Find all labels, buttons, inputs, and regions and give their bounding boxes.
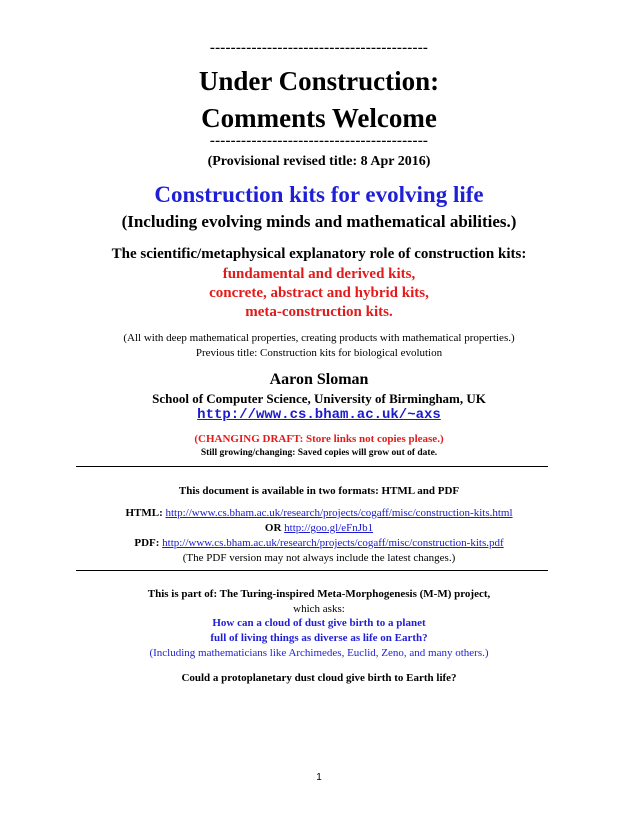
- author-homepage-link[interactable]: http://www.cs.bham.ac.uk/~axs: [197, 407, 441, 423]
- html-link[interactable]: http://www.cs.bham.ac.uk/research/projects/cogaff/misc/construction-kits.html: [165, 507, 513, 519]
- project-closing-question: Could a protoplanetary dust cloud give birth to Earth life?: [181, 672, 457, 684]
- or-label: OR: [264, 522, 282, 534]
- html-label: HTML:: [125, 507, 163, 519]
- math-properties-note: (All with deep mathematical properties, creating products with mathematical properties.): [123, 332, 515, 344]
- author-affiliation: School of Computer Science, University of Birmingham, UK: [152, 391, 486, 406]
- project-question-line2: full of living things as diverse as life on Earth?: [210, 632, 428, 644]
- kit-type-1: fundamental and derived kits,: [222, 266, 416, 282]
- pdf-label: PDF:: [134, 537, 160, 549]
- provisional-title-note: (Provisional revised title: 8 Apr 2016): [207, 154, 431, 169]
- project-intro: This is part of: The Turing-inspired Meta-Morphogenesis (M-M) project,: [147, 588, 491, 600]
- main-title: Construction kits for evolving life: [154, 182, 484, 207]
- formats-intro: This document is available in two formats: HTML and PDF: [178, 485, 460, 497]
- pdf-format-line: [0, 537, 638, 549]
- theme-lead: The scientific/metaphysical explanatory role of construction kits:: [111, 246, 527, 262]
- author-name: Aaron Sloman: [269, 371, 369, 388]
- project-including: (Including mathematicians like Archimedes, Euclid, Zeno, and many others.): [149, 647, 489, 659]
- project-question-line1: How can a cloud of dust give birth to a planet: [212, 617, 426, 629]
- draft-note: Still growing/changing: Saved copies will grow out of date.: [200, 448, 438, 458]
- divider-1: [76, 466, 548, 467]
- page-number: 1: [316, 772, 322, 783]
- divider-2: [76, 570, 548, 571]
- heading-under-construction: Under Construction:: [198, 66, 440, 96]
- heading-comments-welcome: Comments Welcome: [201, 103, 437, 133]
- pdf-link[interactable]: http://www.cs.bham.ac.uk/research/projects/cogaff/misc/construction-kits.pdf: [162, 537, 504, 549]
- subtitle: (Including evolving minds and mathematical abilities.): [121, 212, 517, 231]
- kit-type-2: concrete, abstract and hybrid kits,: [209, 285, 429, 301]
- kit-type-3: meta-construction kits.: [245, 304, 393, 320]
- draft-warning: (CHANGING DRAFT: Store links not copies please.): [194, 433, 444, 445]
- html-format-line: [0, 507, 638, 519]
- pdf-version-note: (The PDF version may not always include the latest changes.): [182, 552, 456, 564]
- dash-rule-top: ------------------------------------------: [209, 40, 429, 56]
- short-link[interactable]: http://goo.gl/eFnJb1: [284, 522, 374, 534]
- project-asks: which asks:: [293, 603, 345, 615]
- dash-rule-bottom: ------------------------------------------: [209, 133, 429, 149]
- short-link-line: [0, 522, 638, 534]
- previous-title: Previous title: Construction kits for biological evolution: [195, 347, 443, 359]
